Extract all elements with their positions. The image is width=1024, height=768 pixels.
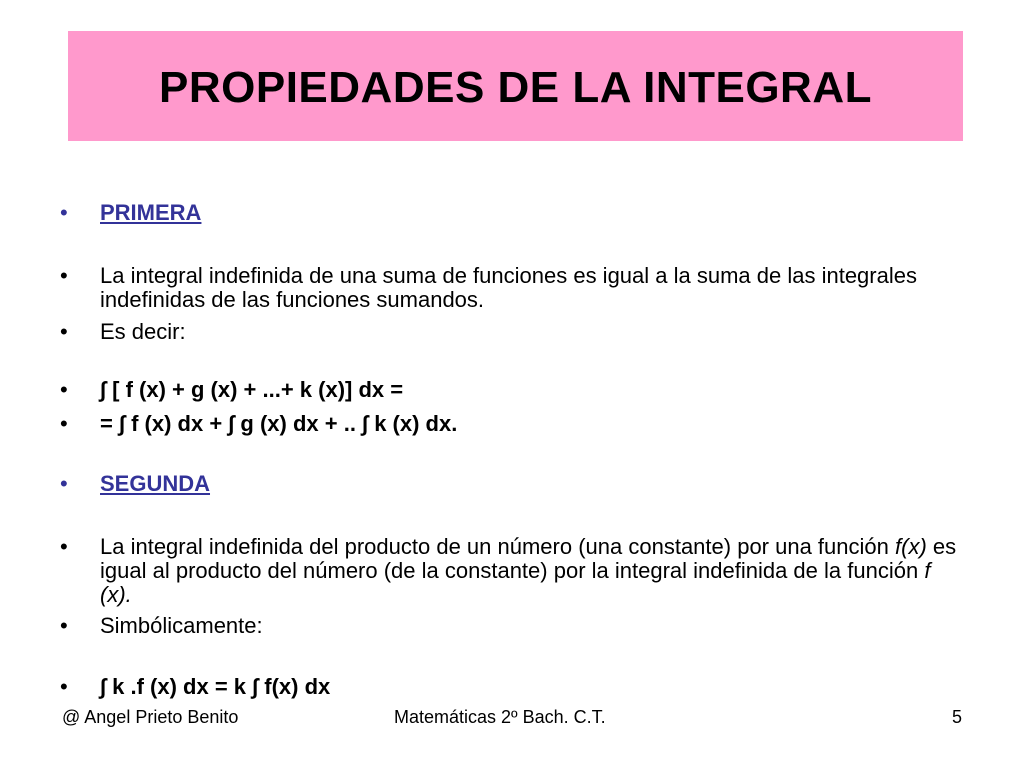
- title-banner: [68, 31, 963, 141]
- formula-sum-integral: ∫ [ f (x) + g (x) + ...+ k (x)] dx =: [100, 377, 404, 402]
- simbolicamente-text: Simbólicamente:: [100, 613, 263, 638]
- bullet-dot: •: [60, 319, 68, 344]
- es-decir-text: Es decir:: [100, 319, 186, 344]
- bullet-dot: •: [60, 674, 68, 699]
- segunda-fx2: f (x).: [100, 558, 931, 607]
- bullet-dot: •: [60, 534, 68, 559]
- bullet-dot: •: [60, 377, 68, 402]
- bullet-dot: •: [60, 613, 68, 638]
- bullet-dot: •: [60, 200, 68, 225]
- formula-constant-product: ∫ k .f (x) dx = k ∫ f(x) dx: [100, 674, 331, 699]
- primera-description: La integral indefinida de una suma de funciones es igual a la suma de las integrales indefinidas de las funciones sumandos.: [100, 263, 917, 312]
- segunda-heading[interactable]: SEGUNDA: [100, 471, 211, 496]
- bullet-dot: •: [60, 263, 68, 288]
- segunda-description: [100, 535, 960, 607]
- footer-author: @ Angel Prieto Benito: [62, 707, 239, 727]
- bullet-dot: •: [60, 471, 68, 496]
- formula-sum-expanded: = ∫ f (x) dx + ∫ g (x) dx + .. ∫ k (x) dx.: [100, 411, 458, 436]
- slide-title: PROPIEDADES DE LA INTEGRAL: [159, 63, 872, 112]
- segunda-text-a: La integral indefinida del producto de un número (una constante) por una función: [100, 534, 895, 559]
- segunda-fx: f(x): [895, 534, 927, 559]
- bullet-dot: •: [60, 411, 68, 436]
- footer-page-number: 5: [952, 707, 963, 727]
- footer-course: Matemáticas 2º Bach. C.T.: [394, 707, 606, 727]
- segunda-text-b: es igual al producto del número (de la constante) por la integral indefinida de la función: [100, 534, 957, 583]
- primera-heading[interactable]: PRIMERA: [100, 200, 202, 225]
